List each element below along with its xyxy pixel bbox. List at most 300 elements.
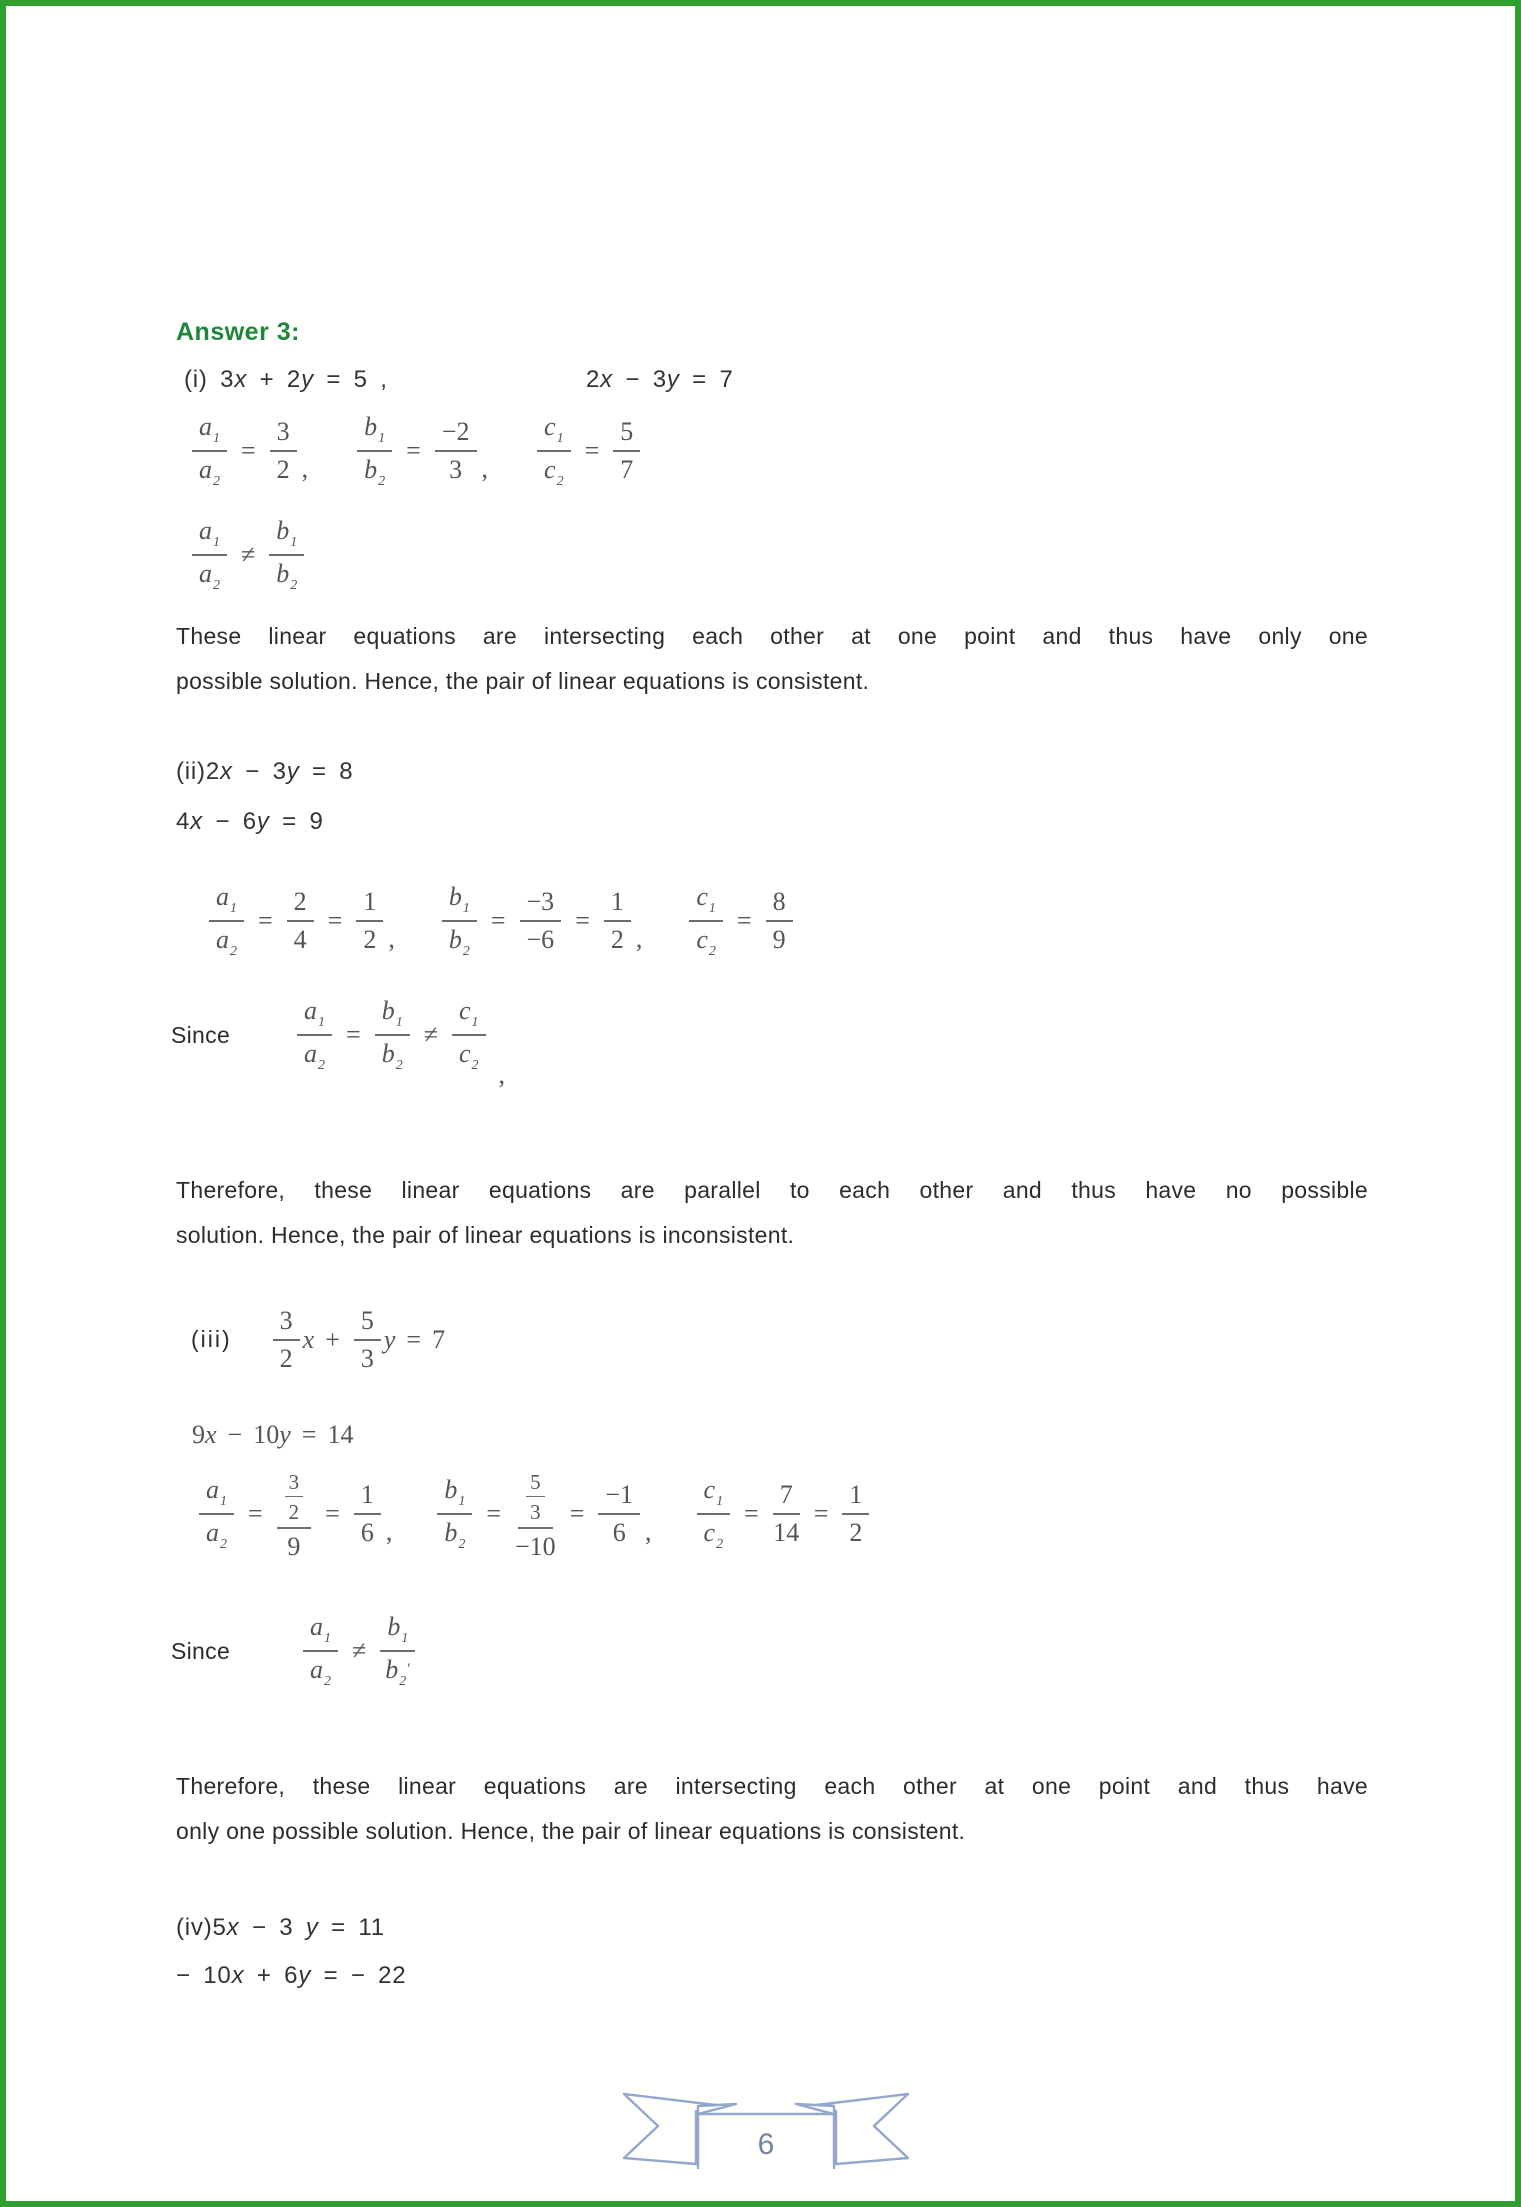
math-fraction <box>442 882 477 960</box>
equation-iii-1 <box>270 1306 445 1374</box>
fraction-numerator <box>442 882 477 922</box>
math-fraction <box>277 1466 312 1562</box>
since-math-ii <box>294 996 506 1090</box>
math-subscript: 2 <box>324 1674 332 1690</box>
math-subscript: 1 <box>401 1631 409 1646</box>
math-fraction <box>437 1475 472 1553</box>
math-fraction <box>287 887 314 955</box>
math-variable: $c_2$ <box>696 925 716 960</box>
math-number: 3 <box>279 1306 293 1335</box>
equation-text: = − 22 <box>311 1962 407 1989</box>
math-operator: ≠ <box>241 540 256 570</box>
conclusion-i-line1: These linear equations are intersecting each other at one point and thus have only one <box>176 623 1368 649</box>
math-number: 2 <box>363 925 377 955</box>
page-number: 6 <box>757 2128 775 2161</box>
math-subscript: 1 <box>290 535 298 550</box>
equation-variable: y <box>305 1914 319 1941</box>
math-variable: $a_2$ <box>199 455 220 490</box>
fraction-numerator <box>526 1470 545 1497</box>
math-number: 5 <box>620 417 634 447</box>
fraction-denominator <box>849 1515 862 1548</box>
math-operator: = <box>813 1499 829 1529</box>
fraction-denominator <box>515 1529 556 1562</box>
math-fraction <box>303 1612 338 1690</box>
math-variable: $a_2$ <box>304 1039 326 1074</box>
fraction-numerator <box>375 996 410 1036</box>
math-fraction <box>192 516 227 594</box>
math-fraction <box>435 417 477 485</box>
answer-heading: Answer 3: <box>176 318 300 346</box>
equation-text: − 3 <box>239 1914 306 1941</box>
equation-text: + 2 <box>247 366 302 393</box>
math-gap <box>488 451 534 452</box>
math-fraction <box>773 1480 800 1548</box>
math-gap <box>395 921 439 922</box>
equation-text: (iv)5 <box>176 1914 227 1941</box>
math-number: 10 <box>253 1420 280 1449</box>
fraction-numerator <box>697 1475 731 1515</box>
fraction-denominator <box>544 452 564 490</box>
equation-text: = 5 , <box>313 366 388 393</box>
equation-variable: y <box>301 366 314 393</box>
since-label-iii: Since <box>171 1637 231 1664</box>
equation-variable: y <box>256 808 270 835</box>
ribbon-left-fold <box>698 2104 736 2114</box>
fraction-denominator <box>773 922 786 955</box>
math-number: 6 <box>360 1518 374 1548</box>
math-operator: − <box>227 1420 243 1449</box>
equation-iii-2 <box>192 1420 353 1450</box>
math-operator: ≠ <box>352 1636 367 1666</box>
math-number: 2 <box>293 887 307 917</box>
fraction-denominator <box>289 1497 300 1524</box>
page-footer <box>606 2078 926 2183</box>
equation-variable: y <box>666 366 680 393</box>
math-fraction <box>613 417 640 485</box>
math-variable: x <box>205 1420 217 1449</box>
math-number: 3 <box>276 417 290 447</box>
ratio-row-i <box>189 412 643 490</box>
fraction-denominator <box>385 1652 410 1690</box>
math-prime: ′ <box>407 1661 411 1678</box>
math-variable: $a_1$ <box>199 412 220 446</box>
math-number: 3 <box>288 1470 300 1494</box>
math-fraction <box>697 1475 731 1553</box>
math-subscript: 1 <box>716 1493 724 1509</box>
fraction-denominator <box>611 922 624 955</box>
math-number: 7 <box>620 455 634 485</box>
fraction-denominator <box>277 452 290 485</box>
math-gap <box>652 1514 694 1515</box>
fraction-numerator <box>303 1612 338 1652</box>
equation-variable: x <box>234 366 248 393</box>
math-variable: $b_1$ <box>444 1474 466 1509</box>
math-operator: = <box>327 906 343 936</box>
since-row-iii <box>171 1612 418 1690</box>
math-variable: $a_2$ <box>216 925 237 960</box>
math-comma: , <box>635 924 643 954</box>
math-variable: $a_1$ <box>206 1474 227 1509</box>
math-fraction <box>192 412 227 490</box>
fraction-numerator <box>192 412 227 452</box>
fraction-numerator <box>354 1306 381 1341</box>
fraction-numerator <box>520 887 562 922</box>
math-subscript: 1 <box>471 1015 479 1030</box>
math-subscript: 2 <box>213 578 220 594</box>
math-number: 2 <box>279 1343 293 1373</box>
fraction-numerator <box>613 417 640 452</box>
math-variable: $c_1$ <box>696 882 716 916</box>
equation-text: − 10 <box>176 1962 232 1989</box>
math-number: 3 <box>530 1500 541 1525</box>
equation-iii-1-row <box>191 1306 445 1374</box>
equation-i-left <box>184 366 388 394</box>
math-number: 9 <box>192 1420 205 1449</box>
math-subscript: 2 <box>462 944 470 960</box>
math-fraction <box>209 882 244 960</box>
math-variable: $c_2$ <box>459 1039 479 1074</box>
fraction-denominator <box>199 556 220 594</box>
fraction-denominator <box>304 1036 325 1074</box>
math-subscript: 2 <box>213 474 220 490</box>
equation-variable: y <box>286 758 300 785</box>
math-number: 1 <box>849 1480 863 1510</box>
fraction-denominator <box>773 1515 799 1548</box>
math-number: −6 <box>526 925 555 955</box>
math-variable: x <box>302 1324 315 1354</box>
math-fraction <box>354 1480 381 1548</box>
math-number: 1 <box>363 887 377 917</box>
math-number: 7 <box>432 1324 446 1354</box>
equation-variable: x <box>226 1914 240 1941</box>
equation-variable: y <box>298 1962 312 1989</box>
math-fraction <box>354 1306 381 1374</box>
fraction-numerator <box>598 1480 640 1515</box>
equation-i-right <box>586 366 734 394</box>
equation-text: 4 <box>176 808 191 835</box>
math-operator: = <box>406 436 421 466</box>
math-number: 1 <box>610 887 624 917</box>
equation-text: 2 <box>586 366 601 393</box>
equation-text: (ii)2 <box>176 758 220 785</box>
math-variable: $a_1$ <box>304 996 326 1030</box>
math-subscript: 2 <box>708 944 716 960</box>
math-fraction <box>766 887 793 955</box>
fraction-denominator <box>310 1652 331 1690</box>
math-number: −2 <box>441 417 470 447</box>
fraction-denominator <box>620 452 633 485</box>
math-subscript: 1 <box>556 431 564 446</box>
math-variable: $a_1$ <box>199 516 220 550</box>
math-subscript: 1 <box>458 1493 466 1509</box>
equation-variable: x <box>190 808 203 835</box>
math-subscript: 1 <box>708 901 716 916</box>
math-variable: $b_1$ <box>387 1612 409 1646</box>
fraction-numerator <box>766 887 793 922</box>
math-fraction <box>520 887 562 955</box>
math-operator: = <box>406 1324 422 1354</box>
math-variable: $b_2$ <box>448 925 470 960</box>
fraction-numerator <box>437 1475 472 1515</box>
fraction-numerator <box>537 412 571 452</box>
math-operator: = <box>490 906 506 936</box>
math-variable: $a_1$ <box>310 1612 332 1646</box>
math-number: 7 <box>779 1480 793 1510</box>
fraction-numerator <box>199 1475 234 1515</box>
since-math-iii <box>300 1612 418 1690</box>
relation-row-i <box>189 516 307 594</box>
fraction-denominator <box>696 922 716 960</box>
conclusion-ii-line2: solution. Hence, the pair of linear equations is inconsistent. <box>176 1222 795 1248</box>
equation-text: − 3 <box>232 758 287 785</box>
math-fraction <box>269 516 304 594</box>
math-number: 14 <box>773 1518 800 1548</box>
math-variable: $b_1$ <box>448 882 470 916</box>
math-fraction <box>380 1612 415 1690</box>
math-subscript: 2 <box>290 578 298 594</box>
math-operator: = <box>258 906 273 936</box>
math-operator: + <box>325 1324 340 1354</box>
math-variable: $a_2$ <box>199 559 220 594</box>
math-subscript: 2 <box>220 1537 227 1553</box>
math-fraction <box>537 412 571 490</box>
conclusion-iii-line1: Therefore, these linear equations are intersecting each other at one point and thus have <box>176 1773 1368 1799</box>
fraction-denominator <box>361 1341 374 1374</box>
fraction-denominator <box>280 1341 293 1374</box>
math-variable: $a_2$ <box>310 1655 332 1690</box>
math-fraction <box>375 996 410 1074</box>
math-variable: y <box>279 1420 291 1449</box>
math-fraction <box>297 996 332 1074</box>
fraction-numerator <box>380 1612 415 1652</box>
math-subscript: 2 <box>471 1058 479 1074</box>
math-operator: = <box>248 1499 263 1529</box>
conclusion-iii-line2: only one possible solution. Hence, the pair of linear equations is consistent. <box>176 1818 966 1844</box>
math-variable: $c_1$ <box>459 996 479 1030</box>
math-fraction <box>526 1470 545 1524</box>
math-operator: = <box>301 1420 317 1449</box>
equation-text: = 9 <box>269 808 324 835</box>
math-variable: $b_2$ <box>381 1039 403 1074</box>
conclusion-ii-line1: Therefore, these linear equations are parallel to each other and thus have no possible <box>176 1177 1368 1203</box>
math-subscript: 2 <box>395 1058 403 1074</box>
equation-text: (i) 3 <box>184 366 235 393</box>
math-number: 6 <box>612 1518 626 1548</box>
equation-variable: x <box>600 366 613 393</box>
equation-text: = 7 <box>679 366 734 393</box>
fraction-numerator <box>269 516 304 556</box>
fraction-denominator <box>216 922 237 960</box>
fraction-numerator <box>354 1480 381 1515</box>
math-operator: = <box>241 436 256 466</box>
math-operator: = <box>584 436 600 466</box>
math-comma: , <box>385 1517 393 1547</box>
fraction-denominator <box>363 922 376 955</box>
math-fraction <box>842 1480 869 1548</box>
fraction-denominator <box>287 1529 300 1562</box>
equation-text: + 6 <box>244 1962 299 1989</box>
fraction-numerator <box>192 516 227 556</box>
math-subscript: 2 <box>399 1674 407 1690</box>
math-operator: = <box>569 1499 585 1529</box>
math-variable: $c_1$ <box>703 1474 724 1509</box>
math-operator: = <box>575 906 590 936</box>
math-number: 9 <box>287 1532 301 1562</box>
math-fraction <box>356 887 383 955</box>
math-variable: $c_2$ <box>544 455 564 490</box>
math-subscript: 2 <box>556 474 564 490</box>
math-number: 4 <box>293 925 307 955</box>
equation-iv-2 <box>176 1962 406 1990</box>
math-fraction <box>285 1470 304 1524</box>
fraction-denominator <box>459 1036 479 1074</box>
math-comma: , <box>301 454 309 484</box>
fraction-numerator <box>604 887 631 922</box>
equation-text: − 3 <box>612 366 667 393</box>
math-subscript: 1 <box>324 1631 332 1646</box>
math-gap <box>308 451 354 452</box>
fraction-numerator <box>357 412 392 452</box>
fraction-numerator <box>273 1306 300 1341</box>
equation-ii-1 <box>176 758 353 786</box>
math-variable: $b_1$ <box>276 516 298 550</box>
math-comma: , <box>645 1517 652 1547</box>
part-iii-label: (iii) <box>191 1326 232 1353</box>
equation-variable: x <box>220 758 233 785</box>
math-fraction <box>689 882 723 960</box>
fraction-numerator <box>842 1480 869 1515</box>
fraction-denominator <box>449 452 462 485</box>
math-number: −3 <box>526 887 555 917</box>
fraction-numerator <box>452 996 486 1036</box>
fraction-numerator <box>435 417 477 452</box>
math-fraction <box>604 887 631 955</box>
math-subscript: 1 <box>395 1015 403 1030</box>
math-variable: $c_2$ <box>703 1518 724 1553</box>
math-subscript: 1 <box>462 901 470 916</box>
since-label-ii: Since <box>171 1021 231 1048</box>
fraction-denominator <box>206 1515 227 1553</box>
fraction-numerator <box>773 1480 800 1515</box>
math-number: 2 <box>610 925 624 955</box>
math-number: −1 <box>605 1480 634 1510</box>
math-number: 3 <box>360 1343 374 1373</box>
fraction-denominator <box>449 922 470 960</box>
equation-text: − 6 <box>202 808 257 835</box>
equation-iv-1 <box>176 1914 385 1942</box>
math-fraction <box>598 1480 640 1548</box>
math-subscript: 1 <box>213 431 220 446</box>
fraction-numerator <box>285 1470 304 1497</box>
conclusion-i-line2: possible solution. Hence, the pair of linear equations is consistent. <box>176 668 870 694</box>
fraction-denominator <box>704 1515 724 1553</box>
conclusion-ii <box>176 1168 1368 1258</box>
fraction-denominator <box>530 1497 541 1524</box>
math-variable: $b_2'$ <box>385 1655 411 1690</box>
math-operator: = <box>325 1499 340 1529</box>
fraction-numerator <box>297 996 332 1036</box>
math-number: 2 <box>849 1518 863 1548</box>
fraction-denominator <box>276 556 297 594</box>
math-number: 2 <box>276 455 290 485</box>
math-fraction <box>273 1306 300 1374</box>
math-variable: $c_1$ <box>544 412 564 446</box>
math-comma: , <box>481 454 489 484</box>
math-operator: = <box>736 906 752 936</box>
fraction-numerator <box>277 1466 312 1529</box>
math-variable: $a_1$ <box>216 882 237 916</box>
math-comma: , <box>388 924 395 954</box>
math-number: 1 <box>360 1480 374 1510</box>
ribbon-right-fold <box>796 2104 834 2114</box>
fraction-denominator <box>613 1515 626 1548</box>
math-variable: $a_2$ <box>206 1518 227 1553</box>
math-number: 3 <box>449 455 463 485</box>
math-number: 2 <box>288 1500 300 1525</box>
math-number: 5 <box>530 1470 541 1494</box>
math-operator: = <box>486 1499 502 1529</box>
fraction-numerator <box>270 417 297 452</box>
math-fraction <box>357 412 392 490</box>
ratio-row-ii <box>206 882 796 960</box>
equation-text: = 8 <box>299 758 354 785</box>
fraction-denominator <box>382 1036 403 1074</box>
fraction-denominator <box>361 1515 374 1548</box>
fraction-numerator <box>209 882 244 922</box>
since-row-ii <box>171 996 506 1090</box>
fraction-numerator <box>356 887 383 922</box>
math-operator: = <box>744 1499 759 1529</box>
math-number: 9 <box>772 925 786 955</box>
math-subscript: 2 <box>458 1537 466 1553</box>
fraction-numerator <box>518 1466 553 1529</box>
math-operator: = <box>346 1020 361 1050</box>
equation-ii-2 <box>176 808 324 836</box>
math-fraction <box>270 417 297 485</box>
math-number: −10 <box>515 1532 556 1562</box>
math-fraction <box>515 1466 556 1562</box>
math-subscript: 1 <box>230 901 237 916</box>
math-subscript: 1 <box>318 1015 326 1030</box>
fraction-denominator <box>364 452 385 490</box>
math-number: 14 <box>327 1420 354 1449</box>
equation-variable: x <box>231 1962 245 1989</box>
math-subscript: 2 <box>230 944 237 960</box>
math-variable: $b_2$ <box>276 559 298 594</box>
math-subscript: 1 <box>220 1493 227 1509</box>
fraction-denominator <box>294 922 307 955</box>
math-number: 5 <box>360 1306 374 1335</box>
fraction-denominator <box>199 452 220 490</box>
page-number-ribbon-icon <box>606 2078 926 2178</box>
conclusion-iii <box>176 1764 1368 1854</box>
fraction-numerator <box>287 887 314 922</box>
math-subscript: 1 <box>213 535 220 550</box>
math-subscript: 2 <box>378 474 386 490</box>
math-subscript: 2 <box>716 1537 724 1553</box>
equation-text: = 11 <box>318 1914 385 1941</box>
fraction-numerator <box>689 882 723 922</box>
fraction-denominator <box>444 1515 465 1553</box>
math-variable: $b_1$ <box>364 412 386 446</box>
math-subscript: 1 <box>378 431 386 446</box>
math-variable: $b_2$ <box>444 1518 466 1553</box>
math-variable: y <box>383 1324 396 1354</box>
math-gap <box>642 921 686 922</box>
math-number: 8 <box>772 887 786 917</box>
math-variable: $b_2$ <box>364 455 386 490</box>
math-gap <box>392 1514 434 1515</box>
